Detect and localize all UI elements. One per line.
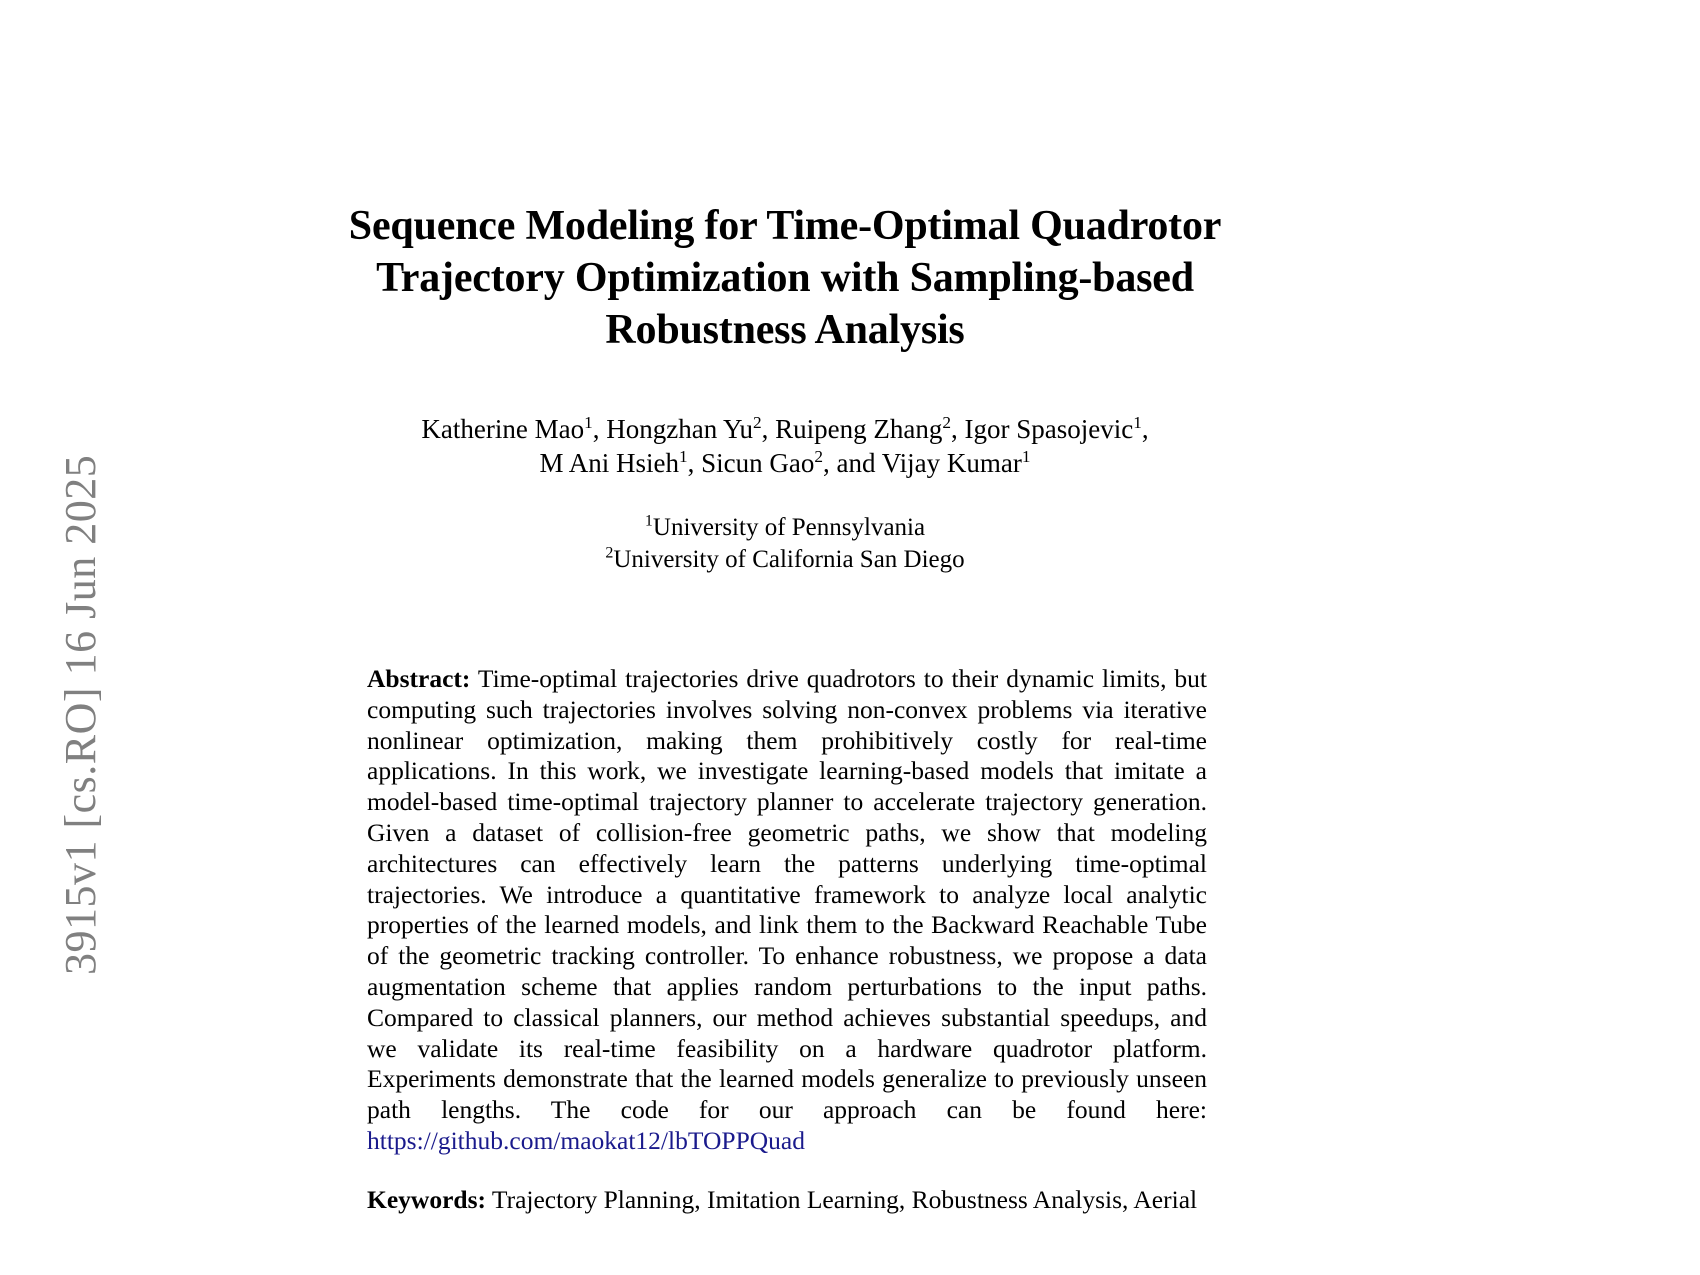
- abstract-body: Time-optimal trajectories drive quadrotors to their dynamic limits, but computing such trajectories involves solving non-convex problems via iterative nonlinear optimization, making them prohibitively costly for real-time applications. In this work, we investigate learning-based models that imitate a model-based time-optimal trajectory planner to accelerate trajectory generation. Given a dataset of collision-free geometric paths, we show that modeling architectures can effectively learn the patterns underlying time-optimal trajectories. We introduce a quantitative framework to analyze local analytic properties of the learned models, and link them to the Backward Reachable Tube of the geometric tracking controller. To enhance robustness, we propose a data augmentation scheme that applies random perturbations to the input paths. Compared to classical planners, our method achieves substantial speedups, and we validate its real-time feasibility on a hardware quadrotor platform. Experiments demonstrate that the learned models generalize to previously unseen path lengths. The code for our approach can be found here:: [367, 664, 1207, 1125]
- keywords-section: [367, 1185, 1207, 1216]
- affiliation-marker: 1: [1021, 447, 1031, 466]
- affiliation-marker: 1: [679, 447, 688, 466]
- author-separator: , and Vijay Kumar: [823, 448, 1022, 478]
- author-separator: , Igor Spasojevic: [950, 414, 1134, 444]
- author-line-end: ,: [1141, 414, 1149, 444]
- author-separator: , Sicun Gao: [687, 448, 815, 478]
- author-separator: , Hongzhan Yu: [592, 414, 753, 444]
- paper-content-column: [310, 0, 1260, 1241]
- affiliation-marker: 1: [644, 512, 653, 530]
- page-title: Sequence Modeling for Time-Optimal Quadrotor Trajectory Optimization with Sampling-based Robustness Analysis: [348, 203, 1222, 353]
- author-list: [310, 412, 1260, 480]
- author-name-katherine-mao: Katherine Mao: [421, 414, 585, 444]
- author-name-m-ani-hsieh: M Ani Hsieh: [539, 448, 679, 478]
- author-line-1: [310, 412, 1260, 446]
- affiliation-name: University of California San Diego: [613, 546, 965, 573]
- affiliation-marker: 2: [605, 544, 614, 562]
- keywords-text: Trajectory Planning, Imitation Learning, Robustness Analysis, Aerial: [491, 1184, 1198, 1214]
- affiliation-list: [310, 512, 1260, 576]
- abstract-section: [367, 664, 1207, 1157]
- abstract-label: Abstract:: [367, 664, 471, 693]
- affiliation-marker: 2: [752, 413, 762, 432]
- affiliation-marker: 2: [814, 447, 824, 466]
- affiliation-marker: 1: [584, 413, 593, 432]
- keywords-label: Keywords:: [367, 1184, 486, 1214]
- arxiv-stamp-text: 3915v1 [cs.RO] 16 Jun 2025: [55, 454, 105, 975]
- code-repository-link[interactable]: https://github.com/maokat12/lbTOPPQuad: [367, 1125, 805, 1155]
- author-separator: , Ruipeng Zhang: [761, 414, 943, 444]
- affiliation-name: University of Pennsylvania: [652, 514, 926, 541]
- author-line-2: [310, 446, 1260, 480]
- affiliation-marker: 2: [942, 413, 951, 432]
- affiliation-item: [310, 512, 1260, 544]
- affiliation-marker: 1: [1133, 413, 1142, 432]
- affiliation-item: [310, 544, 1260, 576]
